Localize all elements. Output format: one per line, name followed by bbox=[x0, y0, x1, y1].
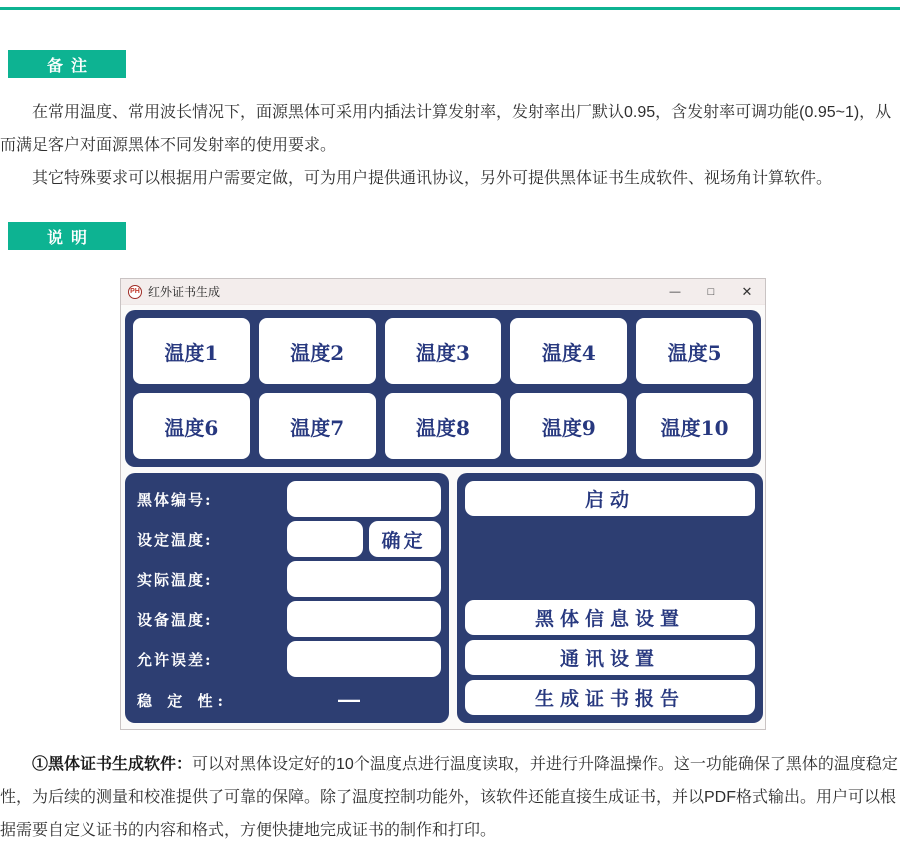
minimize-icon[interactable]: — bbox=[669, 285, 681, 298]
field-row-set-temperature bbox=[137, 521, 441, 557]
software-description-body: 可以对黑体设定好的10个温度点进行温度读取，并进行升降温操作。这一功能确保了黑体的温度稳定性，为后续的测量和校准提供了可靠的保障。除了温度控制功能外，该软件还能直接生成证书，并以PDF格式输出。用户可以根据需要自定义证书的内容和格式，方便快捷地完成证书的制作和打印。 bbox=[0, 756, 898, 839]
device-temperature-input[interactable] bbox=[287, 601, 441, 637]
window-body bbox=[121, 305, 765, 729]
actual-temperature-input[interactable] bbox=[287, 561, 441, 597]
notes-paragraph-1: 在常用温度、常用波长情况下，面源黑体可采用内插法计算发射率，发射率出厂默认0.95，含发射率可调功能(0.95~1)，从而满足客户对面源黑体不同发射率的使用要求。 bbox=[0, 104, 892, 154]
temp-button-6[interactable]: 温度6 bbox=[133, 393, 250, 459]
temp-button-2[interactable]: 温度2 bbox=[259, 318, 376, 384]
stability-value: — bbox=[338, 687, 360, 712]
temp-button-1[interactable]: 温度1 bbox=[133, 318, 250, 384]
blackbody-number-label: 黑体编号: bbox=[137, 490, 213, 509]
software-description-paragraph bbox=[0, 748, 900, 847]
stability-row bbox=[137, 683, 441, 717]
allowed-error-input[interactable] bbox=[287, 641, 441, 677]
temp-button-5[interactable]: 温度5 bbox=[636, 318, 753, 384]
device-temperature-label: 设备温度: bbox=[137, 610, 213, 629]
field-row-device-temperature bbox=[137, 601, 441, 637]
temp-button-9[interactable]: 温度9 bbox=[510, 393, 627, 459]
temp-button-7[interactable]: 温度7 bbox=[259, 393, 376, 459]
maximize-icon[interactable]: □ bbox=[707, 285, 715, 298]
software-description-lead: ①黑体证书生成软件： bbox=[32, 756, 193, 773]
actions-panel bbox=[457, 473, 763, 723]
field-row-allowed-error bbox=[137, 641, 441, 677]
notes-paragraph-2: 其它特殊要求可以根据用户需要定做，可为用户提供通讯协议，另外可提供黑体证书生成软件、视场角计算软件。 bbox=[32, 170, 833, 187]
set-temperature-input[interactable] bbox=[287, 521, 363, 557]
fields-panel bbox=[125, 473, 449, 723]
field-row-actual-temperature bbox=[137, 561, 441, 597]
top-accent-rule bbox=[0, 7, 900, 10]
window-controls bbox=[657, 279, 765, 304]
generate-report-button[interactable]: 生成证书报告 bbox=[465, 680, 755, 715]
app-window bbox=[120, 278, 766, 730]
notes-badge: 备注 bbox=[8, 50, 126, 78]
allowed-error-label: 允许误差: bbox=[137, 650, 213, 669]
set-temperature-label: 设定温度: bbox=[137, 530, 213, 549]
comm-settings-button[interactable]: 通讯设置 bbox=[465, 640, 755, 675]
temp-button-10[interactable]: 温度10 bbox=[636, 393, 753, 459]
temp-button-4[interactable]: 温度4 bbox=[510, 318, 627, 384]
actions-spacer bbox=[465, 516, 755, 600]
close-icon[interactable]: ✕ bbox=[741, 283, 753, 299]
titlebar bbox=[121, 279, 765, 305]
blackbody-number-input[interactable] bbox=[287, 481, 441, 517]
explanation-badge: 说明 bbox=[8, 222, 126, 250]
app-logo-icon: PH bbox=[128, 285, 142, 299]
stability-label: 稳 定 性: bbox=[137, 691, 228, 710]
temp-button-3[interactable]: 温度3 bbox=[385, 318, 502, 384]
window-title: 红外证书生成 bbox=[148, 285, 221, 299]
start-button[interactable]: 启动 bbox=[465, 481, 755, 516]
confirm-button[interactable]: 确定 bbox=[369, 521, 441, 557]
actual-temperature-label: 实际温度: bbox=[137, 570, 213, 589]
temp-button-8[interactable]: 温度8 bbox=[385, 393, 502, 459]
blackbody-info-settings-button[interactable]: 黑体信息设置 bbox=[465, 600, 755, 635]
temperature-panel bbox=[125, 310, 761, 467]
field-row-blackbody-number bbox=[137, 481, 441, 517]
